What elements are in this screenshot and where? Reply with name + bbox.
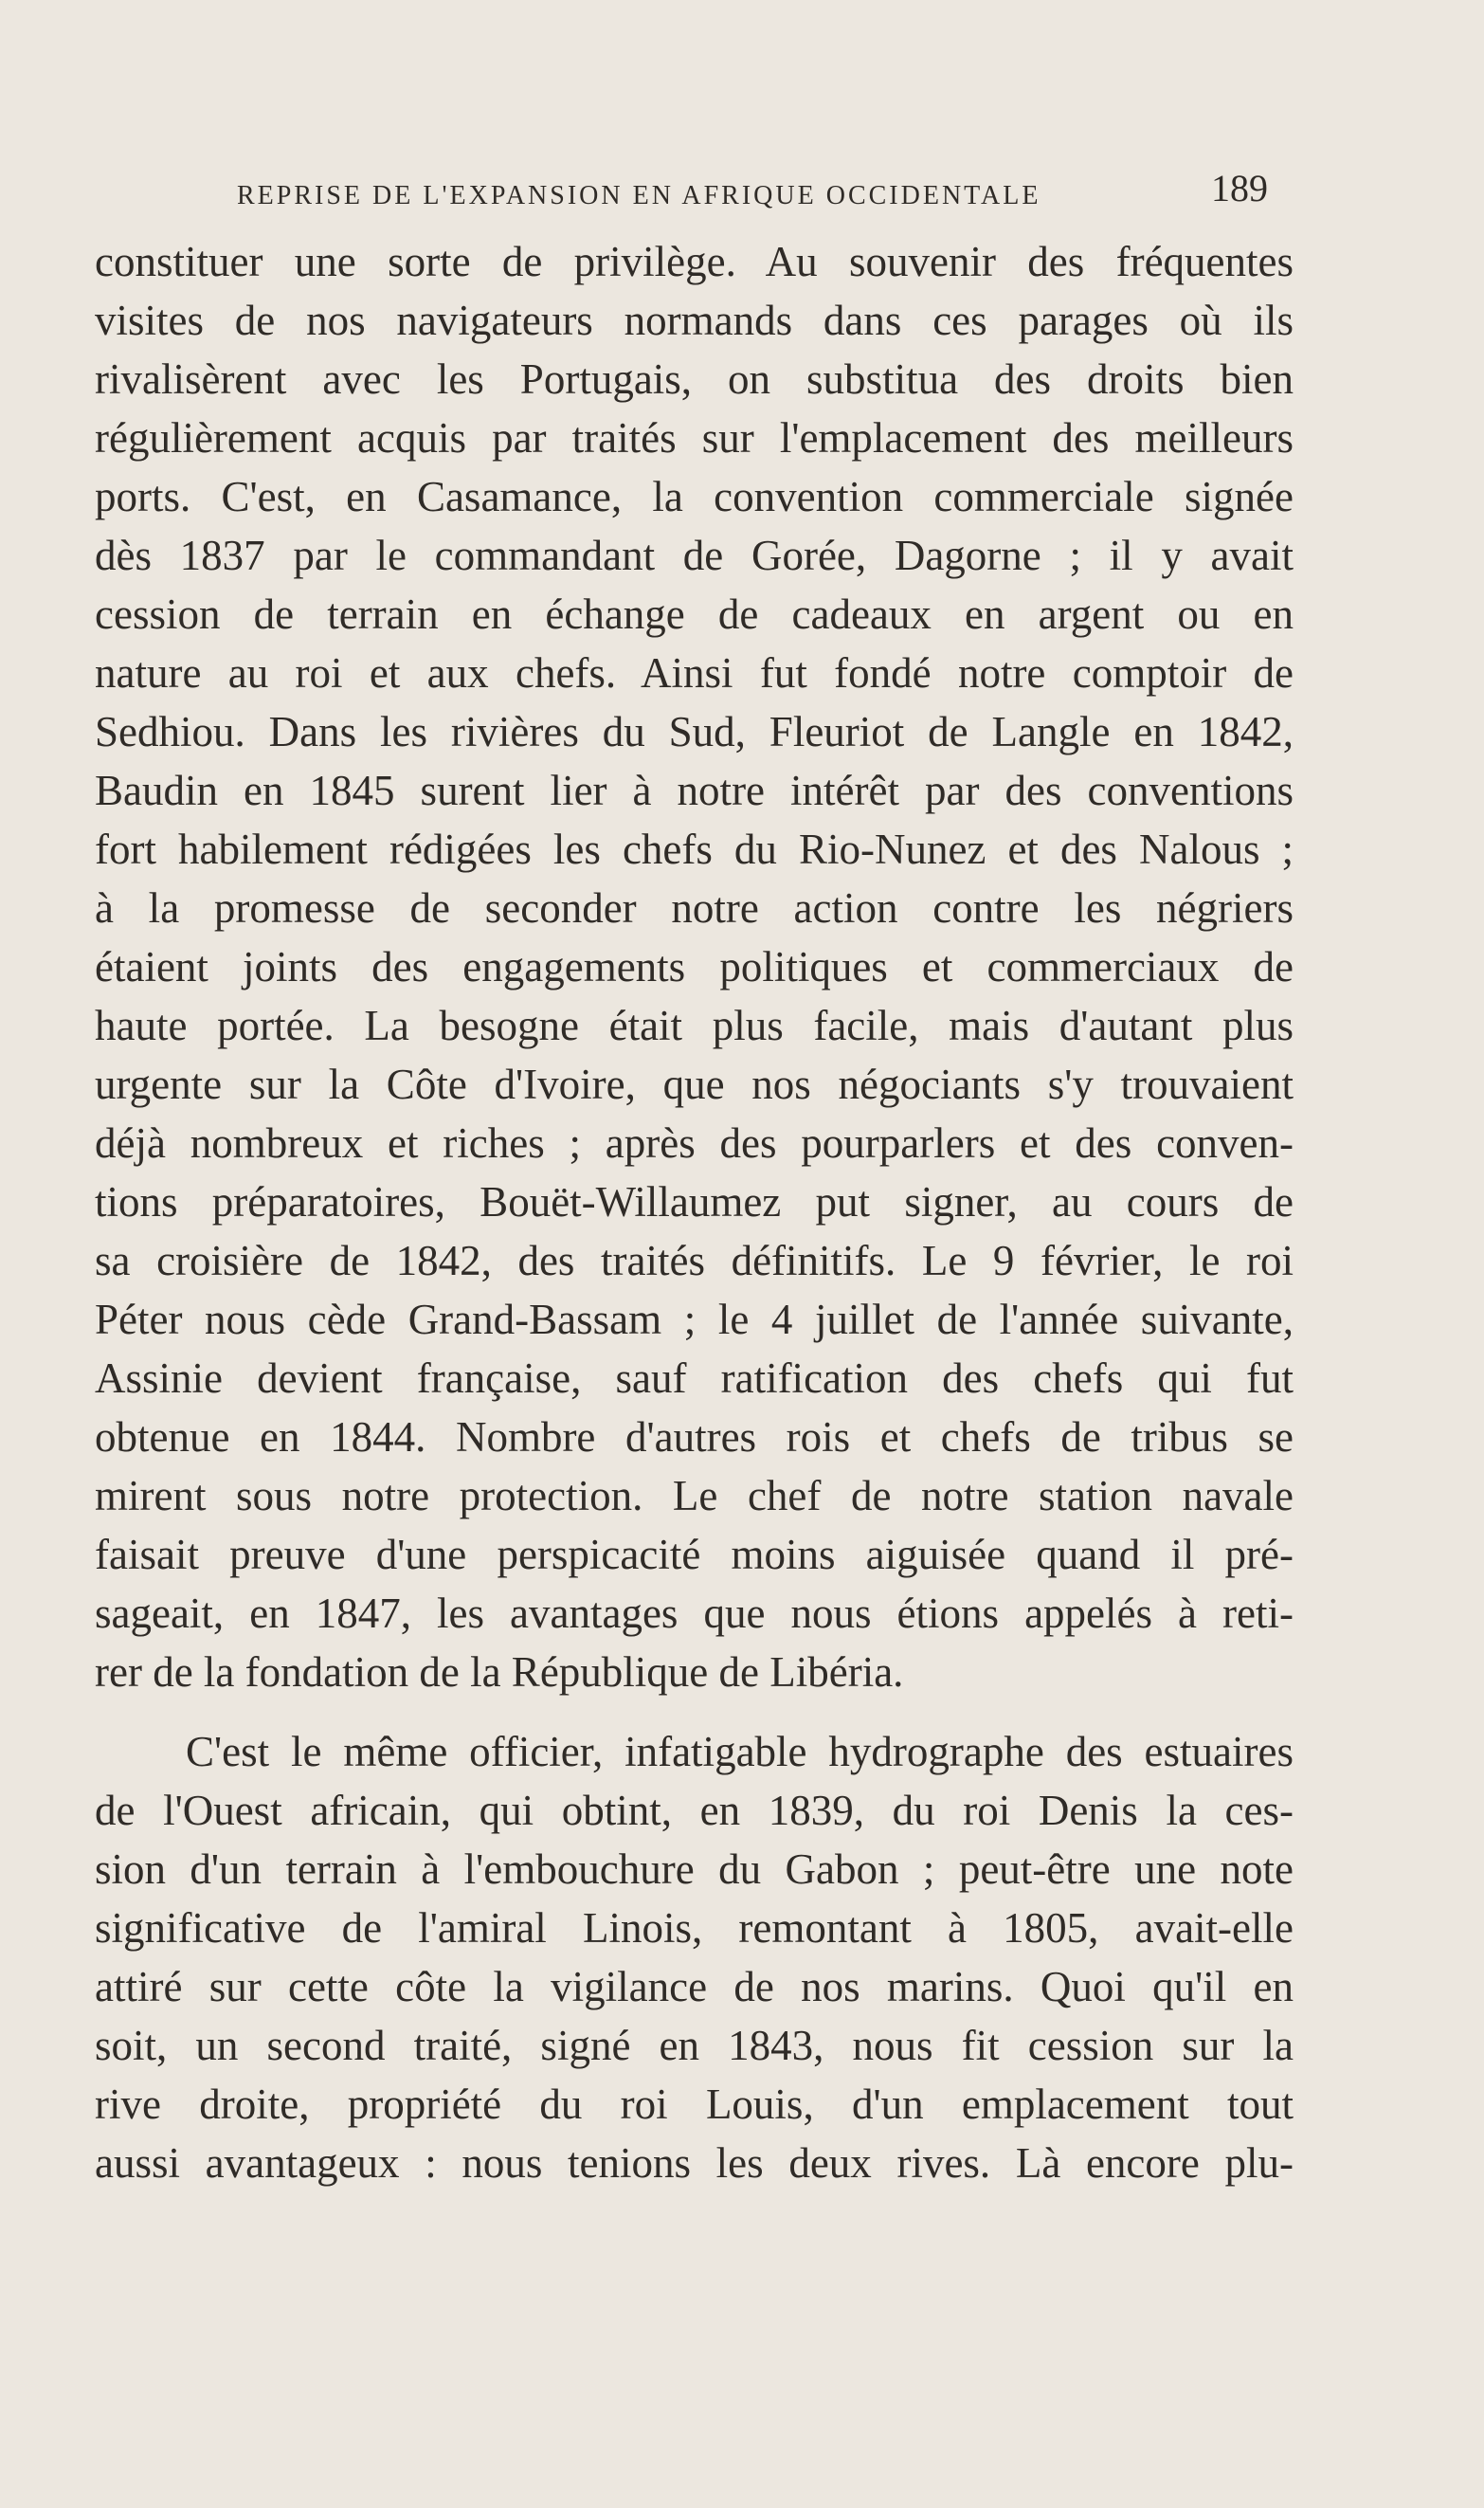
running-head: REPRISE DE L'EXPANSION EN AFRIQUE OCCIDENTALE: [237, 181, 1041, 210]
page-header: [237, 166, 1317, 223]
body-text: [95, 232, 1294, 2192]
text-line: sageait, en 1847, les avantages que nous étions appelés à reti-: [95, 1590, 1294, 1637]
text-line: soit, un second traité, signé en 1843, nous fit cession sur la: [95, 2022, 1294, 2069]
paragraph-2: [95, 1722, 1294, 2192]
text-line: Baudin en 1845 surent lier à notre intérêt par des conventions: [95, 767, 1294, 814]
text-line: régulièrement acquis par traités sur l'emplacement des meilleurs: [95, 414, 1294, 462]
paragraph-gap: [95, 1701, 1294, 1722]
text-line: mirent sous notre protection. Le chef de notre station navale: [95, 1472, 1294, 1519]
text-line: visites de nos navigateurs normands dans ces parages où ils: [95, 297, 1294, 344]
text-line: C'est le même officier, infatigable hydrographe des estuaires: [186, 1728, 1294, 1775]
page-number: 189: [1211, 167, 1268, 209]
text-line: tions préparatoires, Bouët-Willaumez put signer, au cours de: [95, 1178, 1294, 1226]
text-line: rivalisèrent avec les Portugais, on substitua des droits bien: [95, 355, 1294, 403]
text-line: Assinie devient française, sauf ratification des chefs qui fut: [95, 1354, 1294, 1402]
text-line: significative de l'amiral Linois, remontant à 1805, avait-elle: [95, 1904, 1294, 1952]
text-line: aussi avantageux : nous tenions les deux rives. Là encore plu-: [95, 2139, 1294, 2187]
text-line: dès 1837 par le commandant de Gorée, Dagorne ; il y avait: [95, 532, 1294, 579]
text-line: cession de terrain en échange de cadeaux en argent ou en: [95, 591, 1294, 638]
text-line: nature au roi et aux chefs. Ainsi fut fondé notre comptoir de: [95, 649, 1294, 697]
text-line: rer de la fondation de la République de Libéria.: [95, 1648, 904, 1696]
text-line: déjà nombreux et riches ; après des pourparlers et des conven-: [95, 1119, 1294, 1167]
text-line: de l'Ouest africain, qui obtint, en 1839, du roi Denis la ces-: [95, 1787, 1294, 1834]
text-line: Péter nous cède Grand-Bassam ; le 4 juillet de l'année suivante,: [95, 1296, 1294, 1343]
text-line: urgente sur la Côte d'Ivoire, que nos négociants s'y trouvaient: [95, 1061, 1294, 1108]
text-line: fort habilement rédigées les chefs du Rio-Nunez et des Nalous ;: [95, 826, 1294, 873]
text-line: attiré sur cette côte la vigilance de nos marins. Quoi qu'il en: [95, 1963, 1294, 2010]
text-line: sion d'un terrain à l'embouchure du Gabon ; peut-être une note: [95, 1845, 1294, 1893]
text-line: constituer une sorte de privilège. Au souvenir des fréquentes: [95, 238, 1294, 285]
paragraph-1: [95, 232, 1294, 1701]
text-line: haute portée. La besogne était plus facile, mais d'autant plus: [95, 1002, 1294, 1049]
text-line: Sedhiou. Dans les rivières du Sud, Fleuriot de Langle en 1842,: [95, 708, 1294, 755]
text-line: étaient joints des engagements politiques et commerciaux de: [95, 943, 1294, 990]
text-line: faisait preuve d'une perspicacité moins aiguisée quand il pré-: [95, 1531, 1294, 1578]
text-line: à la promesse de seconder notre action contre les négriers: [95, 884, 1294, 932]
text-line: rive droite, propriété du roi Louis, d'un emplacement tout: [95, 2081, 1294, 2128]
text-line: obtenue en 1844. Nombre d'autres rois et chefs de tribus se: [95, 1413, 1294, 1461]
text-line: ports. C'est, en Casamance, la convention commerciale signée: [95, 473, 1294, 520]
text-line: sa croisière de 1842, des traités définitifs. Le 9 février, le roi: [95, 1237, 1294, 1284]
